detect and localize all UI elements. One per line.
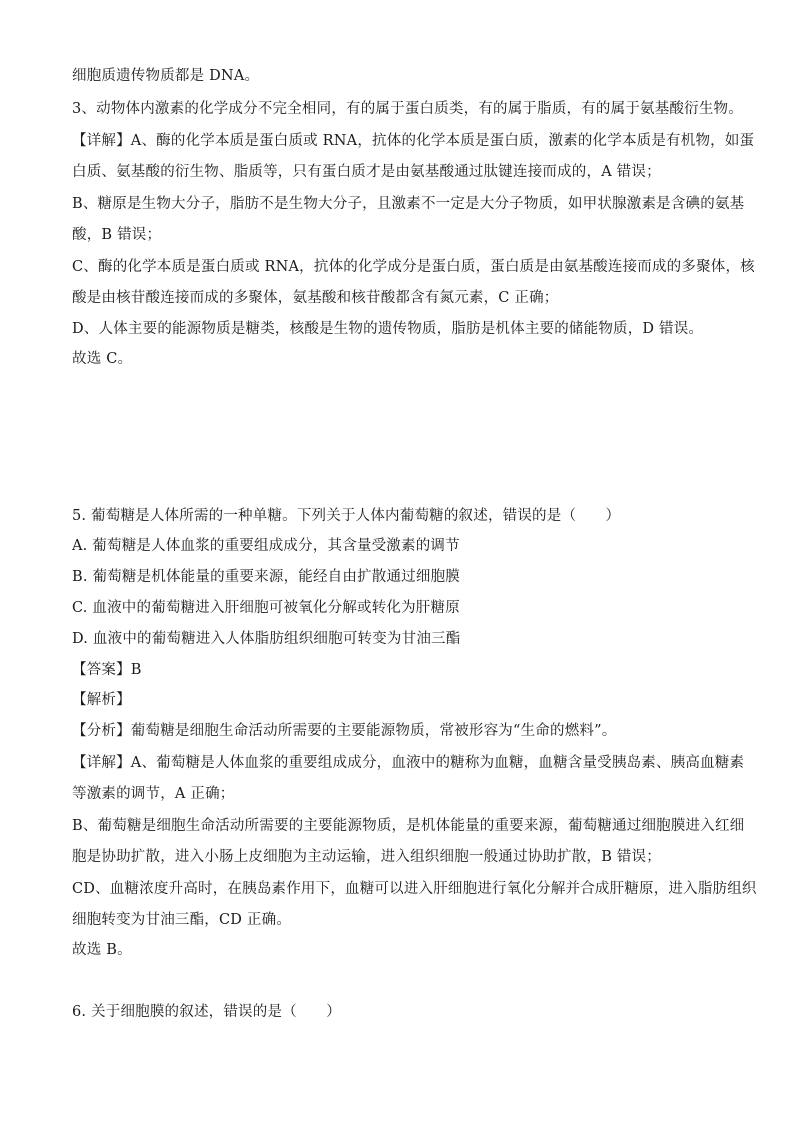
- option-a: A. 葡萄糖是人体血浆的重要组成成分，其含量受激素的调节: [72, 538, 460, 554]
- text-line: 【详解】A、葡萄糖是人体血浆的重要组成成分，血液中的糖称为血糖，血糖含量受胰岛素、胰高血糖素: [72, 755, 745, 771]
- answer-label: 【答案】B: [72, 662, 142, 678]
- text-line: 酸是由核苷酸连接而成的多聚体，氨基酸和核苷酸都含有氮元素，C 正确；: [72, 290, 559, 306]
- question-stem: 6. 关于细胞膜的叙述，错误的是（ ）: [72, 1004, 341, 1020]
- question-stem: 5. 葡萄糖是人体所需的一种单糖。下列关于人体内葡萄糖的叙述，错误的是（ ）: [72, 508, 621, 524]
- text-line: 酸，B 错误；: [72, 227, 162, 243]
- text-line: 细胞质遗传物质都是 DNA。: [72, 68, 260, 84]
- text-line: D、人体主要的能源物质是糖类，核酸是生物的遗传物质，脂肪是机体主要的储能物质，D 错误。: [72, 321, 704, 337]
- text-line: B、葡萄糖是细胞生命活动所需要的主要能源物质，是机体能量的重要来源，葡萄糖通过细胞膜进入红细: [72, 818, 745, 834]
- analysis-label: 【解析】: [72, 692, 131, 708]
- option-d: D. 血液中的葡萄糖进入人体脂肪组织细胞可转变为甘油三酯: [72, 631, 461, 647]
- text-line: 细胞转变为甘油三酯，CD 正确。: [72, 912, 292, 928]
- text-line: 白质、氨基酸的衍生物、脂质等，只有蛋白质才是由氨基酸通过肽键连接而成的，A 错误；: [72, 164, 661, 180]
- text-line: 等激素的调节，A 正确；: [72, 786, 235, 802]
- text-line: 故选 B。: [72, 942, 132, 958]
- text-line: 【分析】葡萄糖是细胞生命活动所需要的主要能源物质，常被形容为“生命的燃料”。: [72, 723, 617, 739]
- text-line: B、糖原是生物大分子，脂肪不是生物大分子，且激素不一定是大分子物质，如甲状腺激素是含碘的氨基: [72, 196, 745, 212]
- text-line: C、酶的化学本质是蛋白质或 RNA，抗体的化学成分是蛋白质，蛋白质是由氨基酸连接而成的多聚体，核: [72, 259, 755, 275]
- text-line: 故选 C。: [72, 351, 133, 367]
- option-c: C. 血液中的葡萄糖进入肝细胞可被氧化分解或转化为肝糖原: [72, 600, 460, 616]
- text-line: 胞是协助扩散，进入小肠上皮细胞为主动运输，进入组织细胞一般通过协助扩散，B 错误；: [72, 849, 661, 865]
- text-line: CD、血糖浓度升高时，在胰岛素作用下，血糖可以进入肝细胞进行氧化分解并合成肝糖原，进入脂肪组织: [72, 881, 757, 897]
- text-line: 【详解】A、酶的化学本质是蛋白质或 RNA，抗体的化学本质是蛋白质，激素的化学本质是有机物，如蛋: [72, 133, 755, 149]
- option-b: B. 葡萄糖是机体能量的重要来源，能经自由扩散通过细胞膜: [72, 569, 460, 585]
- text-line: 3、动物体内激素的化学成分不完全相同，有的属于蛋白质类，有的属于脂质，有的属于氨基酸衍生物。: [72, 101, 743, 117]
